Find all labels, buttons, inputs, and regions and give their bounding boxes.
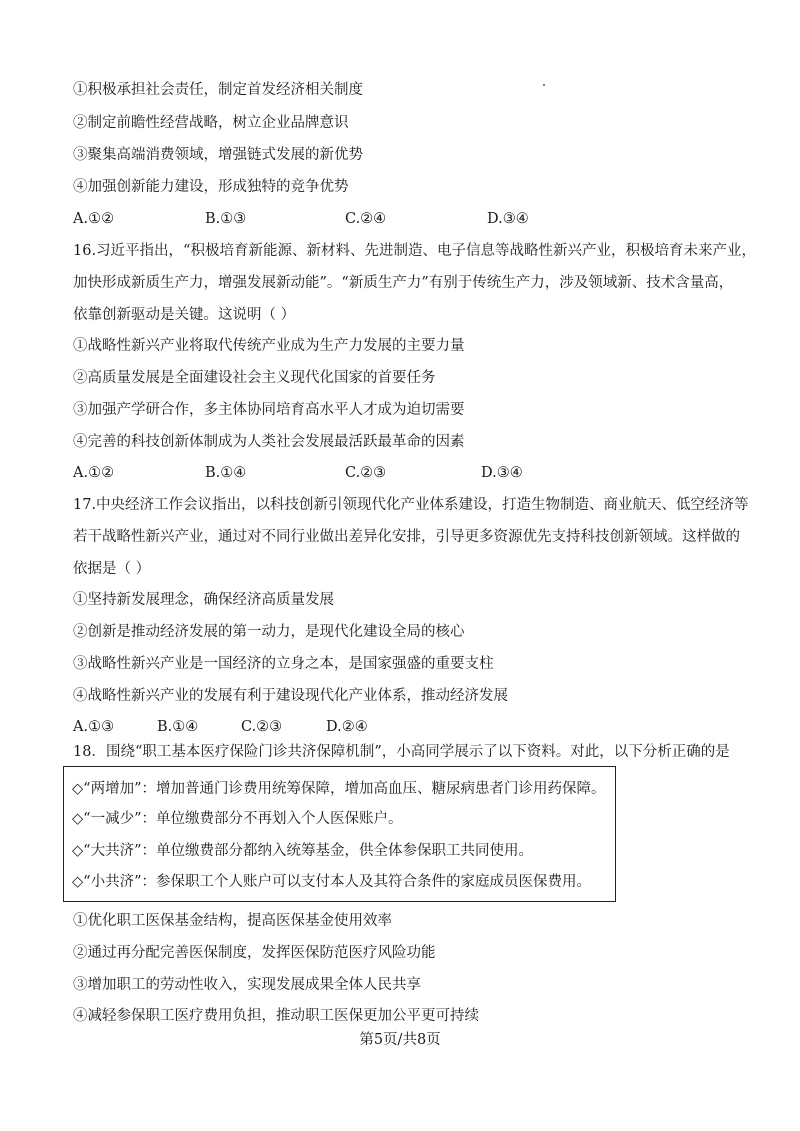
q18-box-item-1: ◇“两增加”：增加普通门诊费用统筹保障，增加高血压、糖尿病患者门诊用药保障。 bbox=[72, 781, 606, 797]
q17-option-4: ④战略性新兴产业的发展有利于建设现代化产业体系，推动经济发展 bbox=[73, 688, 508, 704]
q15-choice-c[interactable]: C.②④ bbox=[345, 211, 387, 227]
q17-stem-line-3: 依据是（ ） bbox=[73, 561, 151, 577]
q16-choice-b[interactable]: B.①④ bbox=[205, 465, 247, 481]
q18-option-3: ③增加职工的劳动性收入，实现发展成果全体人民共享 bbox=[73, 977, 421, 993]
q16-option-1: ①战略性新兴产业将取代传统产业成为生产力发展的主要力量 bbox=[73, 338, 465, 354]
q17-choice-d[interactable]: D.②④ bbox=[326, 719, 368, 735]
q18-box-item-4: ◇“小共济”：参保职工个人账户可以支付本人及其符合条件的家庭成员医保费用。 bbox=[72, 874, 591, 890]
q15-choice-a[interactable]: A.①② bbox=[73, 211, 115, 227]
q16-choice-d[interactable]: D.③④ bbox=[481, 465, 523, 481]
q17-stem-line-1: 17.中央经济工作会议指出，以科技创新引领现代化产业体系建设，打造生物制造、商业航天、低空经济等 bbox=[73, 497, 749, 513]
q18-box-item-2: ◇“一减少”：单位缴费部分不再划入个人医保账户。 bbox=[72, 811, 403, 827]
q17-option-3: ③战略性新兴产业是一国经济的立身之本，是国家强盛的重要支柱 bbox=[73, 656, 494, 672]
q15-choice-d[interactable]: D.③④ bbox=[487, 211, 529, 227]
q16-stem-line-3: 依靠创新驱动是关键。这说明（ ） bbox=[73, 307, 296, 323]
q17-stem-line-2: 若干战略性新兴产业，通过对不同行业做出差异化安排，引导更多资源优先支持科技创新领域。这样做的 bbox=[73, 529, 740, 545]
q15-option-4: ④加强创新能力建设，形成独特的竞争优势 bbox=[73, 179, 349, 195]
q15-option-1: ①积极承担社会责任，制定首发经济相关制度 bbox=[73, 82, 363, 98]
q17-option-1: ①坚持新发展理念，确保经济高质量发展 bbox=[73, 592, 334, 608]
page-number: 第5页/共8页 bbox=[359, 1032, 441, 1048]
q15-choices bbox=[73, 209, 733, 229]
q15-option-2: ②制定前瞻性经营战略，树立企业品牌意识 bbox=[73, 115, 349, 131]
q16-option-2: ②高质量发展是全面建设社会主义现代化国家的首要任务 bbox=[73, 370, 436, 386]
q18-stem: 18．围绕“职工基本医疗保险门诊共济保障机制”，小高同学展示了以下资料。对此，以下分析正确的是 bbox=[73, 744, 730, 760]
q15-choice-b[interactable]: B.①③ bbox=[205, 211, 247, 227]
q16-stem-line-2: 加快形成新质生产力，增强发展新动能”。“新质生产力”有别于传统生产力，涉及领域新、技术含量高， bbox=[73, 275, 734, 291]
q16-option-4: ④完善的科技创新体制成为人类社会发展最活跃最革命的因素 bbox=[73, 434, 465, 450]
q18-material-box bbox=[63, 766, 616, 902]
q18-box-item-3: ◇“大共济”：单位缴费部分都纳入统筹基金，供全体参保职工共同使用。 bbox=[72, 843, 533, 859]
q17-option-2: ②创新是推动经济发展的第一动力，是现代化建设全局的核心 bbox=[73, 624, 465, 640]
q15-option-3: ③聚集高端消费领域，增强链式发展的新优势 bbox=[73, 147, 363, 163]
q18-option-2: ②通过再分配完善医保制度，发挥医保防范医疗风险功能 bbox=[73, 945, 436, 961]
scan-speck bbox=[543, 84, 545, 86]
q16-choice-a[interactable]: A.①② bbox=[73, 465, 115, 481]
q16-choice-c[interactable]: C.②③ bbox=[345, 465, 387, 481]
q16-option-3: ③加强产学研合作，多主体协同培育高水平人才成为迫切需要 bbox=[73, 402, 465, 418]
q17-choice-c[interactable]: C.②③ bbox=[241, 719, 283, 735]
q18-option-1: ①优化职工医保基金结构，提高医保基金使用效率 bbox=[73, 913, 392, 929]
q16-choices bbox=[73, 463, 733, 483]
q18-option-4: ④减轻参保职工医疗费用负担，推动职工医保更加公平更可持续 bbox=[73, 1008, 479, 1024]
q17-choices bbox=[73, 717, 733, 737]
q16-stem-line-1: 16.习近平指出，“积极培育新能源、新材料、先进制造、电子信息等战略性新兴产业，积极培育未来产业， bbox=[73, 243, 756, 259]
q17-choice-b[interactable]: B.①④ bbox=[157, 719, 199, 735]
q17-choice-a[interactable]: A.①③ bbox=[73, 719, 115, 735]
